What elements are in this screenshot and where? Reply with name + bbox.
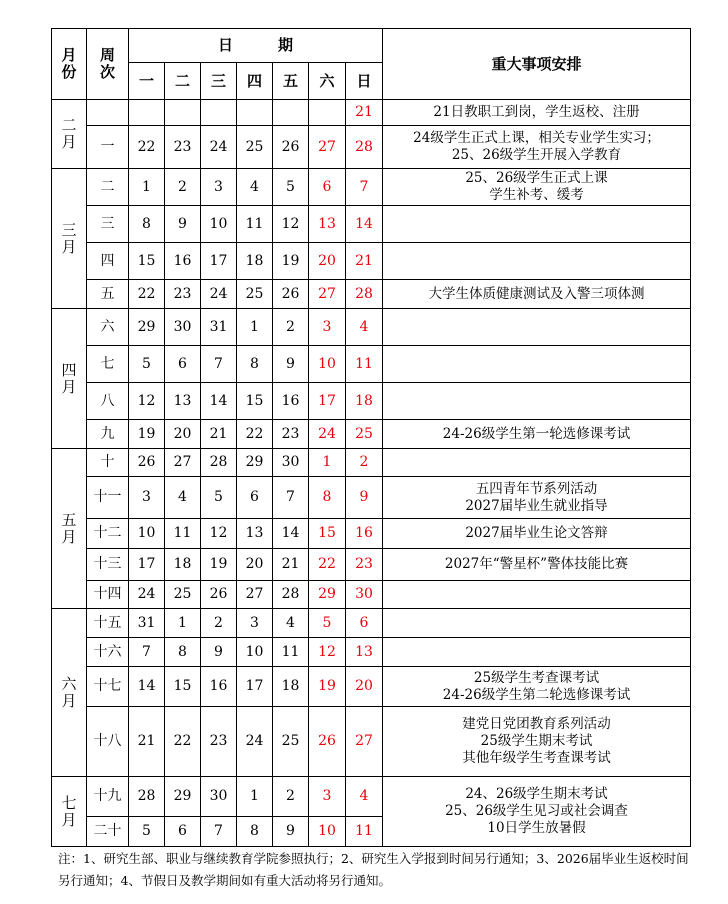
date-cell: [309, 100, 346, 126]
day-header: 三: [201, 63, 237, 100]
date-cell: 22: [129, 126, 165, 169]
date-cell: 1: [237, 777, 273, 817]
date-cell: 25: [346, 420, 383, 449]
date-cell: 29: [309, 581, 346, 609]
event-cell: [383, 777, 691, 847]
date-cell: 25: [237, 280, 273, 309]
event-cell: [383, 609, 691, 638]
date-cell: 7: [129, 638, 165, 667]
event-text: 25级学生考查课考试: [473, 669, 600, 686]
date-cell: 14: [346, 206, 383, 243]
event-text: 2027届毕业生就业指导: [465, 497, 608, 514]
week-number: 七: [87, 346, 129, 383]
date-cell: 22: [309, 549, 346, 581]
day-header: 五: [273, 63, 309, 100]
date-cell: 13: [165, 383, 201, 420]
header-date: 日 期: [129, 29, 383, 63]
date-cell: 7: [201, 346, 237, 383]
date-cell: 31: [129, 609, 165, 638]
date-cell: 5: [273, 169, 309, 206]
date-cell: 23: [165, 126, 201, 169]
date-cell: 4: [346, 309, 383, 346]
table-row: [52, 280, 691, 309]
week-number: 十四: [87, 581, 129, 609]
event-text: 建党日党团教育系列活动: [462, 716, 611, 732]
date-cell: 18: [273, 667, 309, 707]
date-cell: 11: [346, 346, 383, 383]
date-cell: 3: [309, 777, 346, 817]
date-cell: 27: [309, 280, 346, 309]
date-cell: 28: [273, 581, 309, 609]
date-cell: 18: [165, 549, 201, 581]
date-cell: 12: [201, 519, 237, 549]
event-text: 21日教职工到岗，学生返校、注册: [433, 104, 640, 120]
table-row: [52, 549, 691, 581]
date-cell: 27: [346, 707, 383, 777]
date-cell: 9: [201, 638, 237, 667]
date-cell: 16: [201, 667, 237, 707]
date-cell: 29: [129, 309, 165, 346]
date-cell: 17: [309, 383, 346, 420]
date-cell: 9: [273, 346, 309, 383]
date-cell: 15: [237, 383, 273, 420]
event-text: 其他年级学生考查课考试: [462, 750, 611, 766]
date-cell: 26: [129, 449, 165, 477]
event-text: 五四青年节系列活动: [475, 480, 598, 497]
date-cell: 1: [129, 169, 165, 206]
event-text: 25、26级学生开展入学教育: [451, 147, 622, 163]
event-text: 24级学生正式上课，相关专业学生实习；: [413, 130, 660, 146]
week-number: 十: [87, 449, 129, 477]
day-header: 日: [346, 63, 383, 100]
event-cell: [383, 549, 691, 581]
date-cell: 29: [165, 777, 201, 817]
date-cell: 5: [201, 477, 237, 519]
date-cell: 15: [129, 243, 165, 280]
date-cell: 18: [346, 383, 383, 420]
date-cell: 22: [129, 280, 165, 309]
date-cell: 21: [346, 100, 383, 126]
event-cell: [383, 243, 691, 280]
date-cell: 3: [201, 169, 237, 206]
date-cell: 20: [346, 667, 383, 707]
date-cell: 9: [165, 206, 201, 243]
table-row: [52, 420, 691, 449]
date-cell: 2: [273, 309, 309, 346]
date-cell: 4: [165, 477, 201, 519]
date-cell: 30: [346, 581, 383, 609]
date-cell: 3: [129, 477, 165, 519]
date-cell: 15: [309, 519, 346, 549]
week-number: 九: [87, 420, 129, 449]
date-cell: 3: [237, 609, 273, 638]
month-label: 三 月: [52, 169, 87, 309]
date-cell: 4: [346, 777, 383, 817]
month-label: 七 月: [52, 777, 87, 847]
week-number: 十三: [87, 549, 129, 581]
header-week: 周 次: [87, 29, 129, 100]
date-cell: 6: [346, 609, 383, 638]
date-cell: 10: [129, 519, 165, 549]
event-cell: [383, 346, 691, 383]
event-cell: [383, 477, 691, 519]
date-cell: 17: [129, 549, 165, 581]
date-cell: 2: [273, 777, 309, 817]
date-cell: 28: [346, 280, 383, 309]
date-cell: 2: [165, 169, 201, 206]
week-number: 十九: [87, 777, 129, 817]
date-cell: 8: [237, 817, 273, 847]
date-cell: 16: [346, 519, 383, 549]
date-cell: [165, 100, 201, 126]
week-number: 六: [87, 309, 129, 346]
table-row: [52, 777, 691, 817]
week-number: 八: [87, 383, 129, 420]
week-number: 十五: [87, 609, 129, 638]
date-cell: 31: [201, 309, 237, 346]
event-text: 2027年“警星杯”警体技能比赛: [444, 556, 629, 572]
date-cell: 27: [309, 126, 346, 169]
date-cell: 24: [201, 280, 237, 309]
date-cell: 24: [129, 581, 165, 609]
table-row: [52, 346, 691, 383]
date-cell: 17: [237, 667, 273, 707]
event-text: 24、26级学生期末考试: [465, 786, 608, 802]
event-text: 10日学生放暑假: [487, 820, 586, 836]
date-cell: 11: [165, 519, 201, 549]
table-row: [52, 169, 691, 206]
table-row: [52, 581, 691, 609]
date-cell: 25: [165, 581, 201, 609]
date-cell: 23: [346, 549, 383, 581]
event-cell: [383, 169, 691, 206]
event-cell: [383, 667, 691, 707]
date-cell: 20: [309, 243, 346, 280]
date-cell: 26: [273, 280, 309, 309]
date-cell: 7: [346, 169, 383, 206]
table-row: [52, 609, 691, 638]
date-cell: 8: [165, 638, 201, 667]
date-cell: 20: [165, 420, 201, 449]
event-text: 大学生体质健康测试及入警三项体测: [428, 285, 645, 302]
date-cell: 6: [237, 477, 273, 519]
event-cell: [383, 581, 691, 609]
event-text: 25级学生期末考试: [480, 733, 593, 749]
table-row: [52, 519, 691, 549]
date-cell: 26: [201, 581, 237, 609]
date-cell: 30: [273, 449, 309, 477]
week-number: 二十: [87, 817, 129, 847]
day-header: 二: [165, 63, 201, 100]
table-row: [52, 449, 691, 477]
date-cell: 5: [309, 609, 346, 638]
date-cell: [237, 100, 273, 126]
calendar-table: [51, 28, 691, 847]
date-cell: 8: [237, 346, 273, 383]
week-number: 一: [87, 126, 129, 169]
date-cell: 1: [309, 449, 346, 477]
date-cell: 24: [237, 707, 273, 777]
week-number: 十二: [87, 519, 129, 549]
date-cell: 13: [346, 638, 383, 667]
date-cell: 10: [201, 206, 237, 243]
event-cell: [383, 206, 691, 243]
date-cell: 12: [273, 206, 309, 243]
date-cell: 19: [129, 420, 165, 449]
date-cell: 27: [237, 581, 273, 609]
table-row: [52, 707, 691, 777]
month-label: 四 月: [52, 309, 87, 449]
event-text: 25、26级学生见习或社会调查: [445, 803, 628, 819]
date-cell: 24: [309, 420, 346, 449]
week-number: 十六: [87, 638, 129, 667]
week-number: 十一: [87, 477, 129, 519]
event-cell: [383, 280, 691, 309]
date-cell: [129, 100, 165, 126]
date-cell: 28: [201, 449, 237, 477]
event-cell: [383, 449, 691, 477]
date-cell: 28: [129, 777, 165, 817]
date-cell: 18: [237, 243, 273, 280]
date-cell: 9: [273, 817, 309, 847]
date-cell: 14: [201, 383, 237, 420]
date-cell: 27: [165, 449, 201, 477]
date-cell: 5: [129, 346, 165, 383]
month-label: 二 月: [52, 100, 87, 169]
week-number: 十八: [87, 707, 129, 777]
date-cell: 21: [346, 243, 383, 280]
header-month: 月 份: [52, 29, 87, 100]
date-cell: 19: [273, 243, 309, 280]
header-events: 重大事项安排: [383, 29, 691, 100]
date-cell: 30: [165, 309, 201, 346]
month-label: 五 月: [52, 449, 87, 609]
date-cell: 23: [165, 280, 201, 309]
date-cell: 15: [165, 667, 201, 707]
event-cell: [383, 420, 691, 449]
event-text: 2027届毕业生论文答辩: [465, 525, 608, 541]
date-cell: 17: [201, 243, 237, 280]
date-cell: 7: [273, 477, 309, 519]
table-row: [52, 243, 691, 280]
date-cell: 16: [165, 243, 201, 280]
table-row: [52, 667, 691, 707]
date-cell: 8: [129, 206, 165, 243]
date-cell: 11: [273, 638, 309, 667]
week-number: 三: [87, 206, 129, 243]
table-row: [52, 206, 691, 243]
footnote: 注：1、研究生部、职业与继续教育学院参照执行；2、研究生入学报到时间另行通知；3、2026届毕业生返校时间另行通知；4、节假日及教学期间如有重大活动将另行通知。: [58, 851, 689, 888]
date-cell: 13: [309, 206, 346, 243]
table-row: [52, 383, 691, 420]
event-text: 24-26级学生第一轮选修课考试: [442, 425, 631, 442]
date-cell: 11: [346, 817, 383, 847]
date-cell: 13: [237, 519, 273, 549]
date-cell: 9: [346, 477, 383, 519]
date-cell: 21: [273, 549, 309, 581]
date-cell: 8: [309, 477, 346, 519]
table-row: [52, 477, 691, 519]
date-cell: 19: [201, 549, 237, 581]
event-cell: [383, 126, 691, 169]
date-cell: 7: [201, 817, 237, 847]
date-cell: 23: [273, 420, 309, 449]
date-cell: 26: [309, 707, 346, 777]
date-cell: 4: [237, 169, 273, 206]
date-cell: 10: [309, 817, 346, 847]
date-cell: 5: [129, 817, 165, 847]
week-number: 四: [87, 243, 129, 280]
day-header: 六: [309, 63, 346, 100]
event-cell: [383, 519, 691, 549]
date-cell: 1: [165, 609, 201, 638]
month-label: 六 月: [52, 609, 87, 777]
date-cell: 6: [309, 169, 346, 206]
date-cell: 30: [201, 777, 237, 817]
day-header: 四: [237, 63, 273, 100]
table-row: [52, 638, 691, 667]
event-text: 24-26级学生第二轮选修课考试: [442, 686, 631, 703]
date-cell: 3: [309, 309, 346, 346]
week-number: 二: [87, 169, 129, 206]
date-cell: [201, 100, 237, 126]
date-cell: 14: [129, 667, 165, 707]
date-cell: 2: [201, 609, 237, 638]
week-number: 五: [87, 280, 129, 309]
date-cell: 12: [129, 383, 165, 420]
date-cell: 20: [237, 549, 273, 581]
date-cell: 1: [237, 309, 273, 346]
date-cell: 14: [273, 519, 309, 549]
date-cell: 6: [165, 817, 201, 847]
event-cell: [383, 707, 691, 777]
date-cell: [273, 100, 309, 126]
date-cell: 16: [273, 383, 309, 420]
event-text: 25、26级学生正式上课: [465, 170, 608, 186]
event-cell: [383, 383, 691, 420]
day-header: 一: [129, 63, 165, 100]
date-cell: 29: [237, 449, 273, 477]
date-cell: 11: [237, 206, 273, 243]
event-text: 学生补考、缓考: [489, 187, 584, 203]
date-cell: 22: [237, 420, 273, 449]
date-cell: 24: [201, 126, 237, 169]
date-cell: 23: [201, 707, 237, 777]
date-cell: 21: [201, 420, 237, 449]
date-cell: 2: [346, 449, 383, 477]
date-cell: 25: [273, 707, 309, 777]
date-cell: 25: [237, 126, 273, 169]
event-cell: [383, 638, 691, 667]
date-cell: 28: [346, 126, 383, 169]
week-number: 十七: [87, 667, 129, 707]
date-cell: 19: [309, 667, 346, 707]
date-cell: 12: [309, 638, 346, 667]
date-cell: 26: [273, 126, 309, 169]
date-cell: 10: [309, 346, 346, 383]
date-cell: 22: [165, 707, 201, 777]
date-cell: 21: [129, 707, 165, 777]
date-cell: 4: [273, 609, 309, 638]
table-row: [52, 100, 691, 126]
event-cell: [383, 100, 691, 126]
date-cell: 10: [237, 638, 273, 667]
table-row: [52, 309, 691, 346]
date-cell: 6: [165, 346, 201, 383]
table-row: [52, 126, 691, 169]
event-cell: [383, 309, 691, 346]
week-number: [87, 100, 129, 126]
